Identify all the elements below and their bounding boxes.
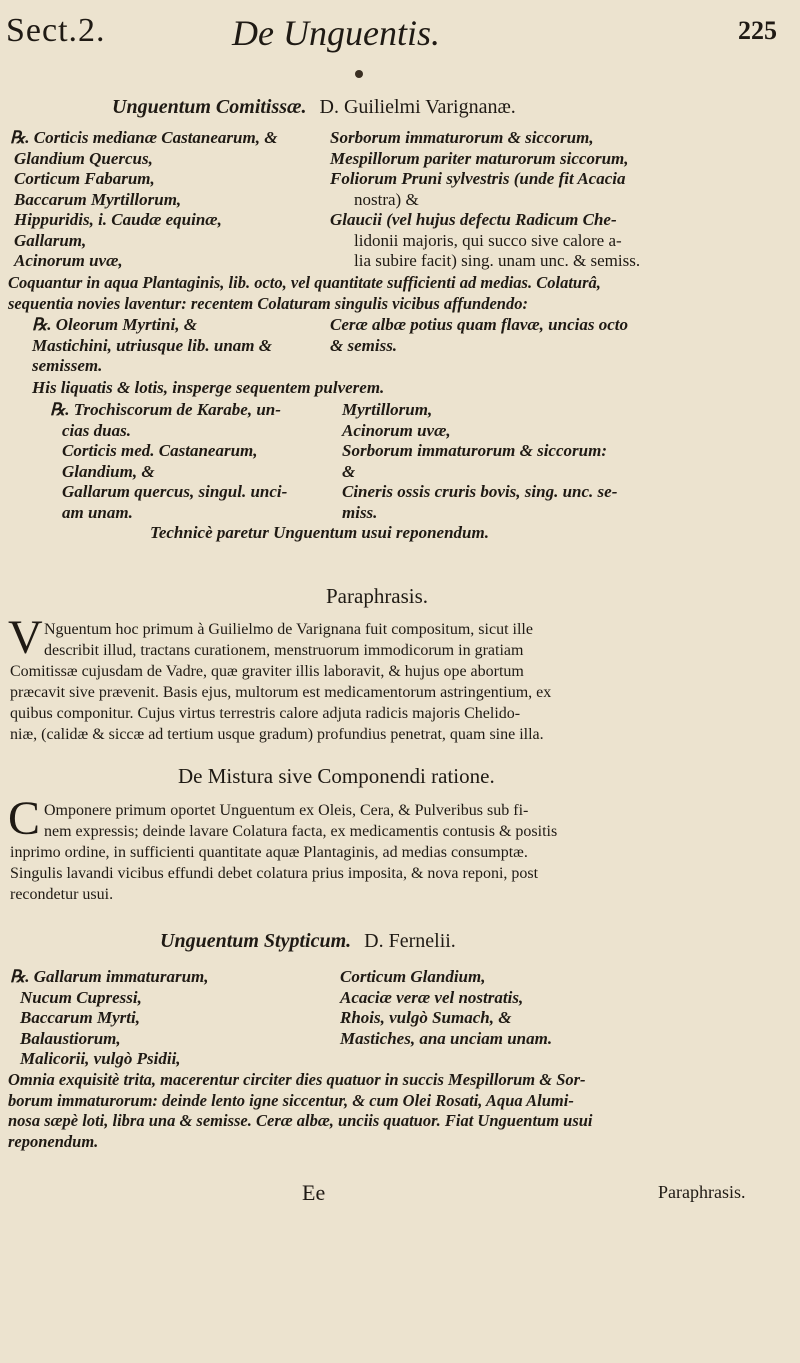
mixtura-body <box>10 842 538 905</box>
ornament-mark <box>355 70 363 78</box>
recipe-line: Mastichini, utriusque lib. unam & <box>32 335 272 355</box>
recipe-line: Nucum Cupressi, <box>20 987 142 1007</box>
closing-line: Omnia exquisitè trita, macerentur circiter dies quatuor in succis Mespillorum & Sor- <box>8 1070 586 1089</box>
instruction-line: sequentia novies laventur: recentem Colaturam singulis vicibus affundendo: <box>8 293 528 313</box>
recipe-line: & <box>342 461 356 481</box>
recipe-line: Acaciæ veræ vel nostratis, <box>340 987 524 1007</box>
recipe-line: Baccarum Myrti, <box>20 1008 140 1027</box>
recipe-line: Glandium, & <box>62 461 155 481</box>
mixtura-line-second <box>44 821 557 842</box>
recipe-line: Glaucii (vel hujus defectu Radicum Che- <box>330 210 617 229</box>
recipe-line: Cineris ossis cruris bovis, sing. unc. se- <box>342 482 618 501</box>
dropcap-v: V <box>8 611 43 664</box>
recipe-line: lia subire facit) sing. unam unc. & semiss. <box>354 251 641 270</box>
recipe-line: Malicorii, vulgò Psidii, <box>20 1049 181 1068</box>
closing-text: Technicè paretur Unguentum usui reponendum. <box>150 523 489 542</box>
signature-mark: Ee <box>302 1180 326 1205</box>
mixtura-text-line: Singulis lavandi vicibus effundi debet colatura prius imposita, & nova reponi, post <box>10 865 539 882</box>
recipe-line: lidonii majoris, qui succo sive calore a- <box>354 230 622 250</box>
closing-line: borum immaturorum: deinde lento igne siccentur, & cum Olei Rosati, Aqua Alumi- <box>8 1090 574 1110</box>
paraphrasis-line-second <box>44 640 523 661</box>
recipe-line: Gallarum, <box>14 230 87 250</box>
recipe-line: ℞. Oleorum Myrtini, & <box>32 315 197 334</box>
recipe-line: Mespillorum pariter maturorum siccorum, <box>330 148 629 168</box>
powder-intro <box>32 378 384 399</box>
dropcap-c: C <box>8 792 41 845</box>
catchword: Paraphrasis. <box>658 1182 746 1202</box>
recipe-line: Rhois, vulgò Sumach, & <box>340 1008 512 1027</box>
recipe-line: ℞. Trochiscorum de Karabe, un- <box>50 400 281 419</box>
recipe-line: cias duas. <box>62 420 131 440</box>
instruction-line: Coquantur in aqua Plantaginis, lib. octo, vel quantitate sufficienti ad medias. Colaturâ, <box>8 273 601 292</box>
running-head-title: De Unguentis. <box>232 13 440 53</box>
paraphrasis-line-first <box>44 619 533 640</box>
stypticum-closing <box>8 1070 593 1152</box>
recipe-line: am unam. <box>62 502 133 522</box>
recipe-line: Myrtillorum, <box>342 400 433 419</box>
recipe-line: ℞. Gallarum immaturarum, <box>10 967 209 986</box>
recipe-line: Glandium Quercus, <box>14 148 153 168</box>
oil-right-column <box>330 315 628 356</box>
oil-left-column <box>32 315 272 377</box>
paraphrasis-text-line: niæ, (calidæ & siccæ ad tertium usque gradum) profundius penetrat, quam sine illa. <box>10 726 544 743</box>
instruction-block <box>8 273 601 314</box>
mixtura-text-line: recondetur usui. <box>10 886 114 903</box>
recipe-line: Gallarum quercus, singul. unci- <box>62 482 288 501</box>
mixtura-heading: De Mistura sive Componendi ratione. <box>178 764 495 788</box>
powder-left-column <box>50 400 287 523</box>
recipe-line: miss. <box>342 502 378 522</box>
recipe-line: & semiss. <box>330 335 398 355</box>
closing-line <box>150 523 489 544</box>
powder-right-column <box>342 400 617 523</box>
mixtura-text-line: Omponere primum oportet Unguentum ex Oleis, Cera, & Pulveribus sub fi- <box>44 802 529 819</box>
paraphrasis-heading: Paraphrasis. <box>326 584 429 608</box>
recipe-line: Corticum Glandium, <box>340 967 486 986</box>
section-title-italic: Unguentum Stypticum. <box>160 930 352 952</box>
page-number: 225 <box>738 16 777 45</box>
recipe-left-column <box>10 128 277 272</box>
closing-line: reponendum. <box>8 1131 99 1151</box>
recipe-line: Baccarum Myrtillorum, <box>14 189 182 209</box>
paraphrasis-text-line: præcavit sive prævenit. Basis ejus, multorum est medicamentorum astringentium, ex <box>10 684 552 701</box>
mixtura-line-first <box>44 800 528 821</box>
section-title-comitissae <box>112 96 516 119</box>
recipe-line: semissem. <box>32 356 103 375</box>
recipe-line: nostra) & <box>354 189 419 209</box>
recipe-line: ℞. Corticis medianæ Castanearum, & <box>10 128 278 147</box>
recipe-line: Hippuridis, i. Caudæ equinæ, <box>14 210 222 229</box>
paraphrasis-text-line: Comitissæ cujusdam de Vadre, quæ graviter illis laboravit, & hujus ope abortum <box>10 663 524 680</box>
recipe-line: Sorborum immaturorum & siccorum, <box>330 128 594 147</box>
recipe-line: Mastiches, ana unciam unam. <box>340 1028 553 1048</box>
mixtura-text-line: inprimo ordine, in sufficienti quantitate aquæ Plantaginis, ad medias consumptæ. <box>10 844 528 861</box>
recipe-line: Acinorum uvæ, <box>342 420 451 440</box>
stypticum-left-column <box>10 967 209 1070</box>
recipe-right-column <box>330 128 640 272</box>
section-title-author: D. Guilielmi Varignanæ. <box>319 96 516 118</box>
paraphrasis-text-line: describit illud, tractans curationem, menstruorum immodicorum in gratiam <box>44 642 524 659</box>
recipe-line: Foliorum Pruni sylvestris (unde fit Acacia <box>330 169 626 188</box>
section-title-stypticum <box>160 930 456 953</box>
recipe-line: Ceræ albæ potius quam flavæ, uncias octo <box>330 315 628 334</box>
section-title-italic: Unguentum Comitissæ. <box>112 96 307 118</box>
section-title-author: D. Fernelii. <box>364 930 456 952</box>
stypticum-right-column <box>340 967 552 1049</box>
recipe-line: Corticum Fabarum, <box>14 169 155 188</box>
paraphrasis-text-line: quibus componitur. Cujus virtus terrestris calore adjuta radicis majoris Chelido- <box>10 705 521 722</box>
recipe-line: Balaustiorum, <box>20 1028 121 1048</box>
mixtura-text-line: nem expressis; deinde lavare Colatura facta, ex medicamentis contusis & positis <box>44 823 558 840</box>
running-head-section: Sect.2. <box>6 12 106 49</box>
paraphrasis-body <box>10 661 551 745</box>
recipe-line: Acinorum uvæ, <box>14 251 123 270</box>
recipe-line: Corticis med. Castanearum, <box>62 441 258 460</box>
paraphrasis-text-line: Nguentum hoc primum à Guilielmo de Varignana fuit compositum, sicut ille <box>44 621 533 638</box>
recipe-line: Sorborum immaturorum & siccorum: <box>342 441 607 460</box>
powder-intro-line: His liquatis & lotis, insperge sequentem pulverem. <box>32 378 385 397</box>
closing-line: nosa sæpè loti, libra una & semisse. Ceræ albæ, unciis quatuor. Fiat Unguentum usui <box>8 1111 593 1130</box>
